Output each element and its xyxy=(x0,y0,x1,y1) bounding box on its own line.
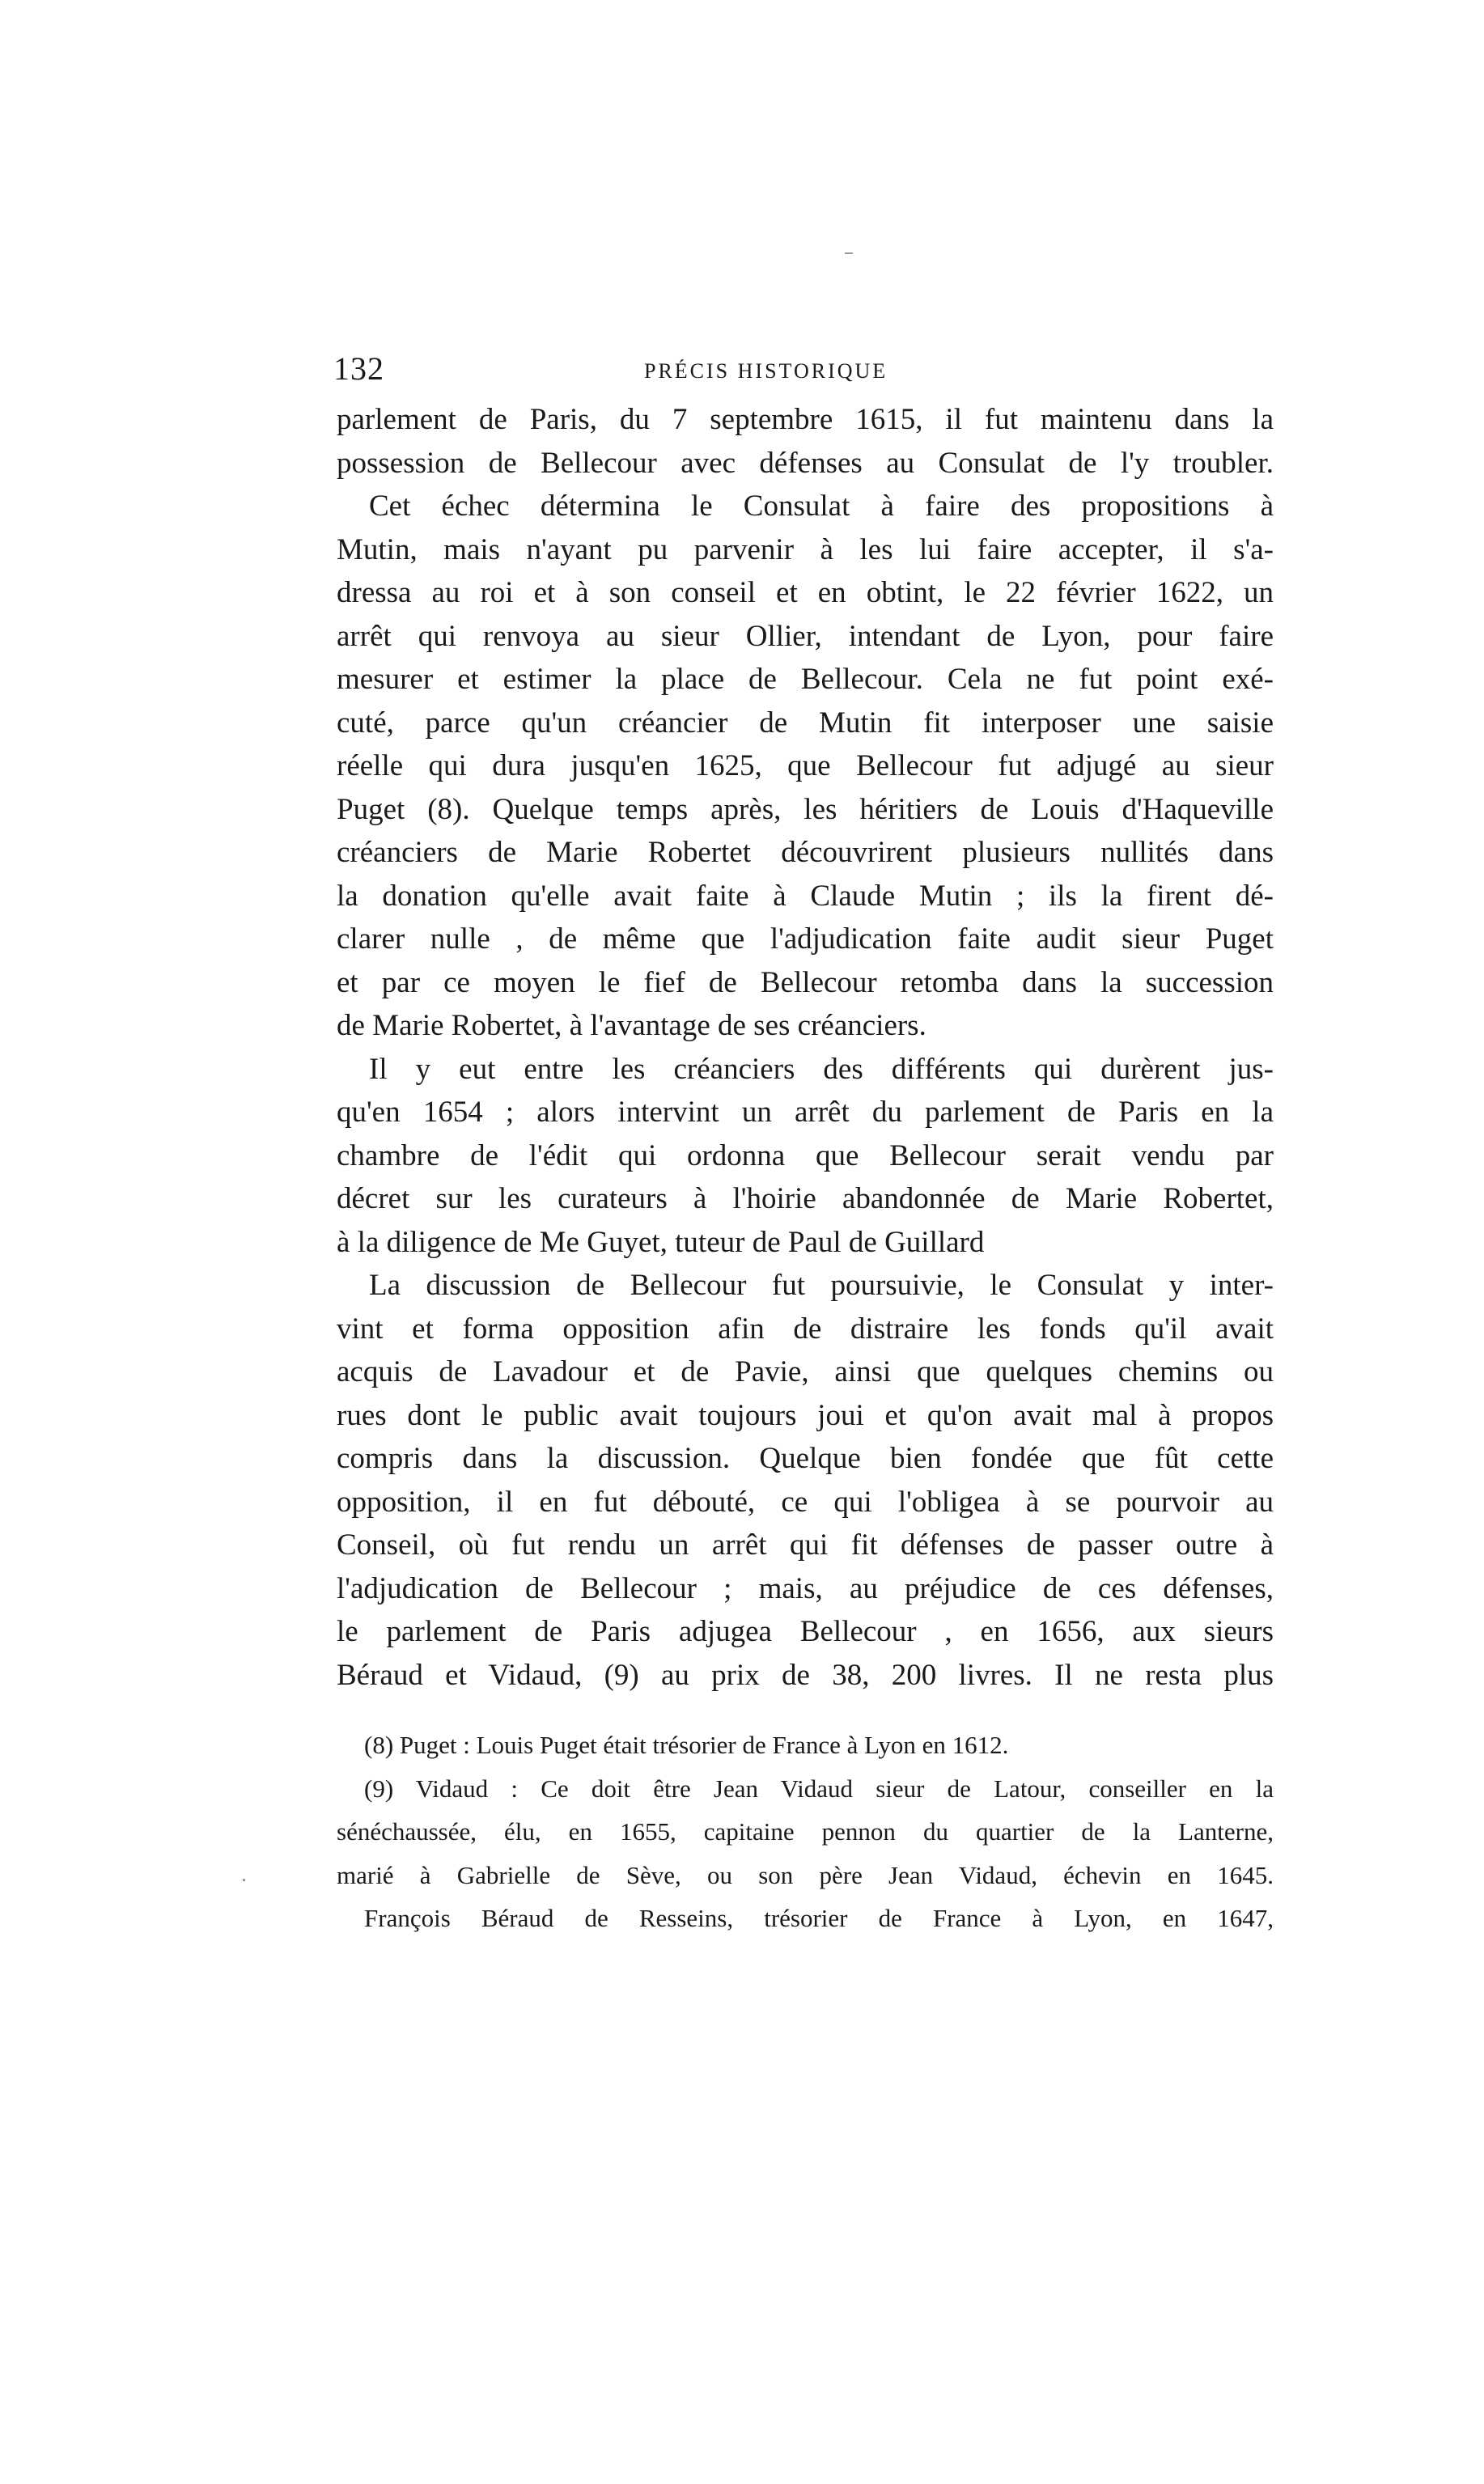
text-line: réelle qui dura jusqu'en 1625, que Bellecour fut adjugé au sieur xyxy=(337,749,1274,782)
speck-mark xyxy=(845,252,853,254)
text-line: mesurer et estimer la place de Bellecour. Cela ne fut point exé- xyxy=(337,663,1274,696)
text-line: l'adjudication de Bellecour ; mais, au préjudice de ces défenses, xyxy=(337,1571,1274,1605)
main-text xyxy=(337,398,1274,1697)
text-line: dressa au roi et à son conseil et en obtint, le 22 février 1622, un xyxy=(337,576,1274,609)
text-line: le parlement de Paris adjugea Bellecour , en 1656, aux sieurs xyxy=(337,1615,1274,1648)
text-line: arrêt qui renvoya au sieur Ollier, intendant de Lyon, pour faire xyxy=(337,619,1274,653)
footnote-line: marié à Gabrielle de Sève, ou son père Jean Vidaud, échevin en 1645. xyxy=(337,1860,1274,1889)
text-line: la donation qu'elle avait faite à Claude Mutin ; ils la firent dé- xyxy=(337,879,1274,913)
text-line: créanciers de Marie Robertet découvrirent plusieurs nullités dans xyxy=(337,836,1274,869)
text-line: rues dont le public avait toujours joui et qu'on avait mal à propos xyxy=(337,1398,1274,1432)
running-head xyxy=(333,350,1272,398)
text-line: Il y eut entre les créanciers des différents qui durèrent jus- xyxy=(369,1052,1274,1086)
text-line: cuté, parce qu'un créancier de Mutin fit interposer une saisie xyxy=(337,706,1274,740)
footnotes xyxy=(337,1723,1274,1940)
text-line: La discussion de Bellecour fut poursuivie, le Consulat y inter- xyxy=(369,1269,1274,1302)
running-title: PRÉCIS HISTORIQUE xyxy=(644,359,888,383)
text-line: vint et forma opposition afin de distraire les fonds qu'il avait xyxy=(337,1312,1274,1346)
text-line: et par ce moyen le fief de Bellecour retomba dans la succession xyxy=(337,965,1274,999)
text-line: chambre de l'édit qui ordonna que Bellecour serait vendu par xyxy=(337,1138,1274,1172)
footnote-line: François Béraud de Resseins, trésorier de France à Lyon, en 1647, xyxy=(364,1904,1274,1932)
text-line: Béraud et Vidaud, (9) au prix de 38, 200 livres. Il ne resta plus xyxy=(337,1658,1274,1692)
text-line: qu'en 1654 ; alors intervint un arrêt du parlement de Paris en la xyxy=(337,1096,1274,1129)
text-line: Mutin, mais n'ayant pu parvenir à les lui faire accepter, il s'a- xyxy=(337,532,1274,566)
page-number: 132 xyxy=(333,350,384,387)
text-line: de Marie Robertet, à l'avantage de ses créanciers. xyxy=(337,1009,926,1042)
text-line: décret sur les curateurs à l'hoirie abandonnée de Marie Robertet, xyxy=(337,1182,1274,1215)
speck-mark xyxy=(243,1879,245,1881)
text-line: clarer nulle , de même que l'adjudication faite audit sieur Puget xyxy=(337,922,1274,956)
text-line: acquis de Lavadour et de Pavie, ainsi que quelques chemins ou xyxy=(337,1355,1274,1388)
text-line: compris dans la discussion. Quelque bien fondée que fût cette xyxy=(337,1442,1274,1475)
footnote-line: sénéchaussée, élu, en 1655, capitaine pennon du quartier de la Lanterne, xyxy=(337,1817,1274,1846)
footnote-line: (9) Vidaud : Ce doit être Jean Vidaud sieur de Latour, conseiller en la xyxy=(364,1774,1274,1803)
text-line: à la diligence de Me Guyet, tuteur de Paul de Guillard xyxy=(337,1225,985,1259)
text-line: Puget (8). Quelque temps après, les héritiers de Louis d'Haqueville xyxy=(337,792,1274,826)
text-line: parlement de Paris, du 7 septembre 1615, il fut maintenu dans la xyxy=(337,403,1274,436)
footnote-line: (8) Puget : Louis Puget était trésorier de France à Lyon en 1612. xyxy=(364,1731,1009,1759)
text-line: opposition, il en fut débouté, ce qui l'obligea à se pourvoir au xyxy=(337,1485,1274,1519)
text-line: Cet échec détermina le Consulat à faire des propositions à xyxy=(369,490,1274,523)
text-line: possession de Bellecour avec défenses au Consulat de l'y troubler. xyxy=(337,446,1274,480)
text-line: Conseil, où fut rendu un arrêt qui fit défenses de passer outre à xyxy=(337,1528,1274,1562)
